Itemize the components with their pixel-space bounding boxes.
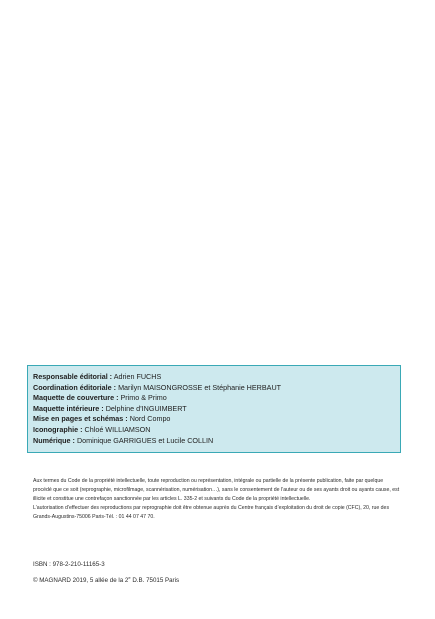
credit-role: Mise en pages et schémas :	[33, 414, 128, 424]
credit-name: Adrien FUCHS	[113, 372, 162, 381]
credit-role: Numérique :	[33, 435, 75, 445]
credit-line-digital	[33, 436, 400, 447]
credit-line-interior	[33, 404, 400, 415]
credit-role: Maquette de couverture :	[33, 393, 119, 403]
credit-name: Dominique GARRIGUES et Lucile COLLIN	[76, 435, 214, 445]
credit-name: Primo & Primo	[120, 393, 167, 403]
legal-paragraph-copyright-law: Aux termes du Code de la propriété intellectuelle, toute reproduction ou représentation, intégrale ou partielle de la présente publication, faite par quelque procédé que ce soit (reprographie, microfilmage, scannérisation, numérisation…), sans le consentement de l’auteur ou de ses ayants droit ou ayants cause, est illicite et constitue une contrefaçon sanctionnée par les articles L. 335-2 et suivants du Code de la propriété intellectuelle.	[33, 478, 400, 502]
credit-role: Maquette intérieure :	[33, 403, 104, 413]
copyright-text-end: D.B. 75015 Paris	[130, 577, 180, 584]
credit-line-coordination	[33, 383, 400, 394]
credit-role: Responsable éditorial :	[33, 372, 113, 381]
credit-name: Nord Compo	[129, 414, 171, 424]
credit-name: Chloé WILLIAMSON	[84, 424, 151, 434]
credit-line-editorial	[33, 372, 400, 383]
credit-line-layout	[33, 414, 400, 425]
copyright-line	[33, 574, 180, 584]
credit-name: Marilyn MAISONGROSSE et Stéphanie HERBAUT	[118, 382, 282, 392]
credit-role: Iconographie :	[33, 424, 83, 434]
legal-paragraph-cfc: L’autorisation d’effectuer des reproductions par reprographie doit être obtenue auprès du Centre français d’exploitation du droit de copie (CFC), 20, rue des Grands-Augustins-75006 Paris-Tél. : 01 44 07 47 70.	[33, 505, 390, 520]
isbn-line: ISBN : 978-2-210-11165-3	[33, 561, 105, 568]
credit-role: Coordination éditoriale :	[33, 382, 117, 392]
copyright-text-start: © MAGNARD 2019, 5 allée de la 2	[33, 577, 129, 584]
legal-notice	[33, 477, 401, 522]
credits-box	[27, 365, 401, 453]
credit-name: Delphine d’INGUIMBERT	[105, 403, 187, 413]
credit-line-iconography	[33, 425, 400, 436]
credit-line-cover	[33, 393, 400, 404]
copyright-superscript: e	[128, 574, 131, 580]
